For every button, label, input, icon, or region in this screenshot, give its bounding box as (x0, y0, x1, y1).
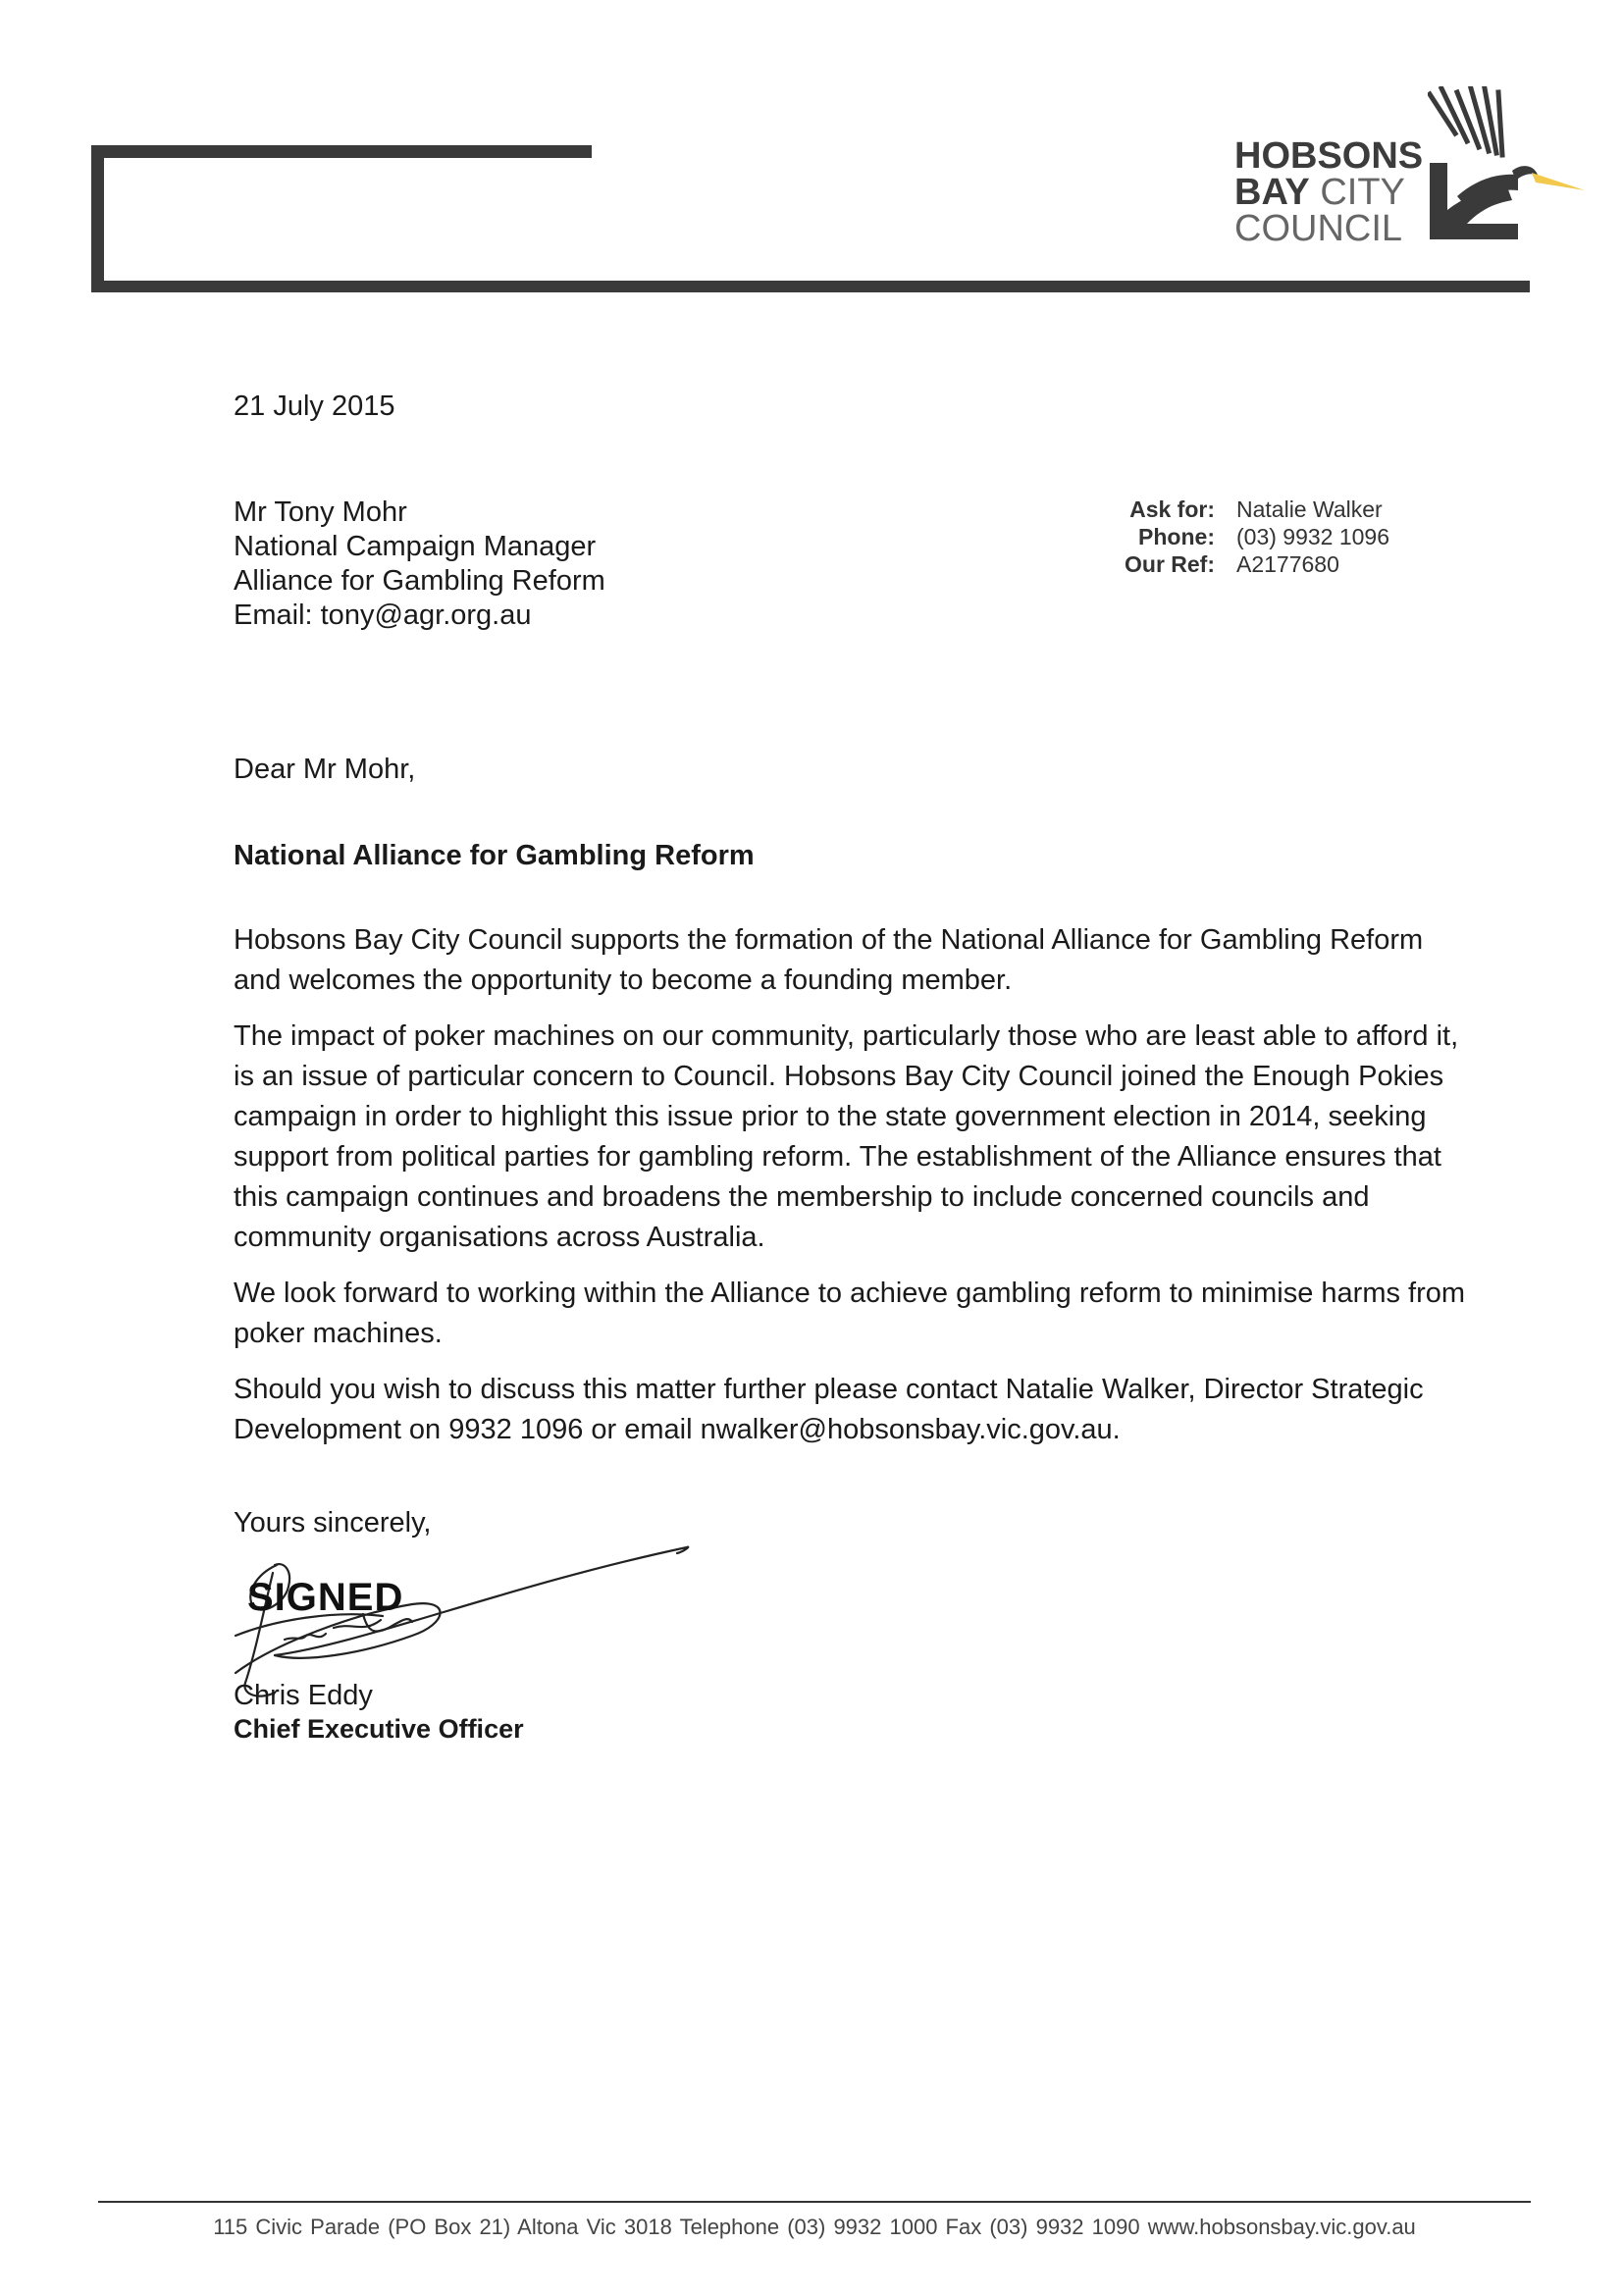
letterhead-frame-bottom (91, 281, 1530, 292)
letterhead-frame-left (91, 145, 104, 292)
letterhead-frame-top (91, 145, 592, 158)
recipient-name: Mr Tony Mohr (234, 496, 407, 528)
recipient-title: National Campaign Manager (234, 531, 597, 562)
body-paragraph-4: Should you wish to discuss this matter further please contact Natalie Walker, Director Strategic Development on 9932 1096 or email nwalker@hobsonsbay.vic.gov.au. (234, 1374, 1424, 1445)
ref-phone-row (1099, 523, 1389, 550)
reference-block (1099, 496, 1389, 578)
letter-body (234, 920, 1470, 1466)
signed-stamp: SIGNED (247, 1576, 404, 1619)
body-paragraph-1: Hobsons Bay City Council supports the formation of the National Alliance for Gambling Reform and welcomes the opportunity to become a founding member. (234, 924, 1424, 996)
ref-phone-value: (03) 9932 1096 (1236, 524, 1390, 549)
footer-rule (98, 2201, 1531, 2203)
logo-line-bay-city (1234, 174, 1421, 211)
logo-word-bay: BAY (1234, 172, 1310, 213)
ref-our-ref-label: Our Ref: (1125, 551, 1215, 577)
footer-contact: 115 Civic Parade (PO Box 21) Altona Vic 3018 Telephone (03) 9932 1000 Fax (03) 9932 1090 www.hobsonsbay.vic.gov.au (213, 2215, 1416, 2239)
ref-ask-for-value: Natalie Walker (1236, 496, 1383, 522)
logo-line-council: COUNCIL (1234, 208, 1403, 249)
council-logo-text (1234, 135, 1424, 249)
recipient-address (234, 496, 605, 633)
letter-date: 21 July 2015 (234, 391, 395, 422)
ref-ask-for-row (1099, 496, 1389, 523)
ref-phone-label: Phone: (1138, 524, 1215, 549)
ref-our-ref-row (1099, 550, 1389, 578)
body-paragraph-2: The impact of poker machines on our community, particularly those who are least able to afford it, is an issue of particular concern to Council. Hobsons Bay City Council joined the Enough Pokies campaign in order to highlight this issue prior to the state government election in 2014, seeking support from political parties for gambling reform. The establishment of the Alliance ensures that this campaign continues and broadens the membership to include concerned councils and community organisations across Australia. (234, 1020, 1459, 1253)
closing: Yours sincerely, (234, 1507, 432, 1539)
logo-word-city: CITY (1320, 172, 1405, 213)
recipient-organisation: Alliance for Gambling Reform (234, 565, 605, 597)
ref-ask-for-label: Ask for: (1129, 496, 1215, 522)
signer-name: Chris Eddy (234, 1680, 373, 1711)
ref-our-ref-value: A2177680 (1236, 551, 1339, 577)
salutation: Dear Mr Mohr, (234, 754, 416, 785)
logo-line-hobsons: HOBSONS (1234, 135, 1424, 177)
signer-title: Chief Executive Officer (234, 1714, 524, 1744)
letter-subject: National Alliance for Gambling Reform (234, 840, 755, 871)
pelican-icon (1428, 86, 1585, 243)
recipient-email: Email: tony@agr.org.au (234, 600, 532, 631)
body-paragraph-3: We look forward to working within the Alliance to achieve gambling reform to minimise harms from poker machines. (234, 1278, 1466, 1349)
